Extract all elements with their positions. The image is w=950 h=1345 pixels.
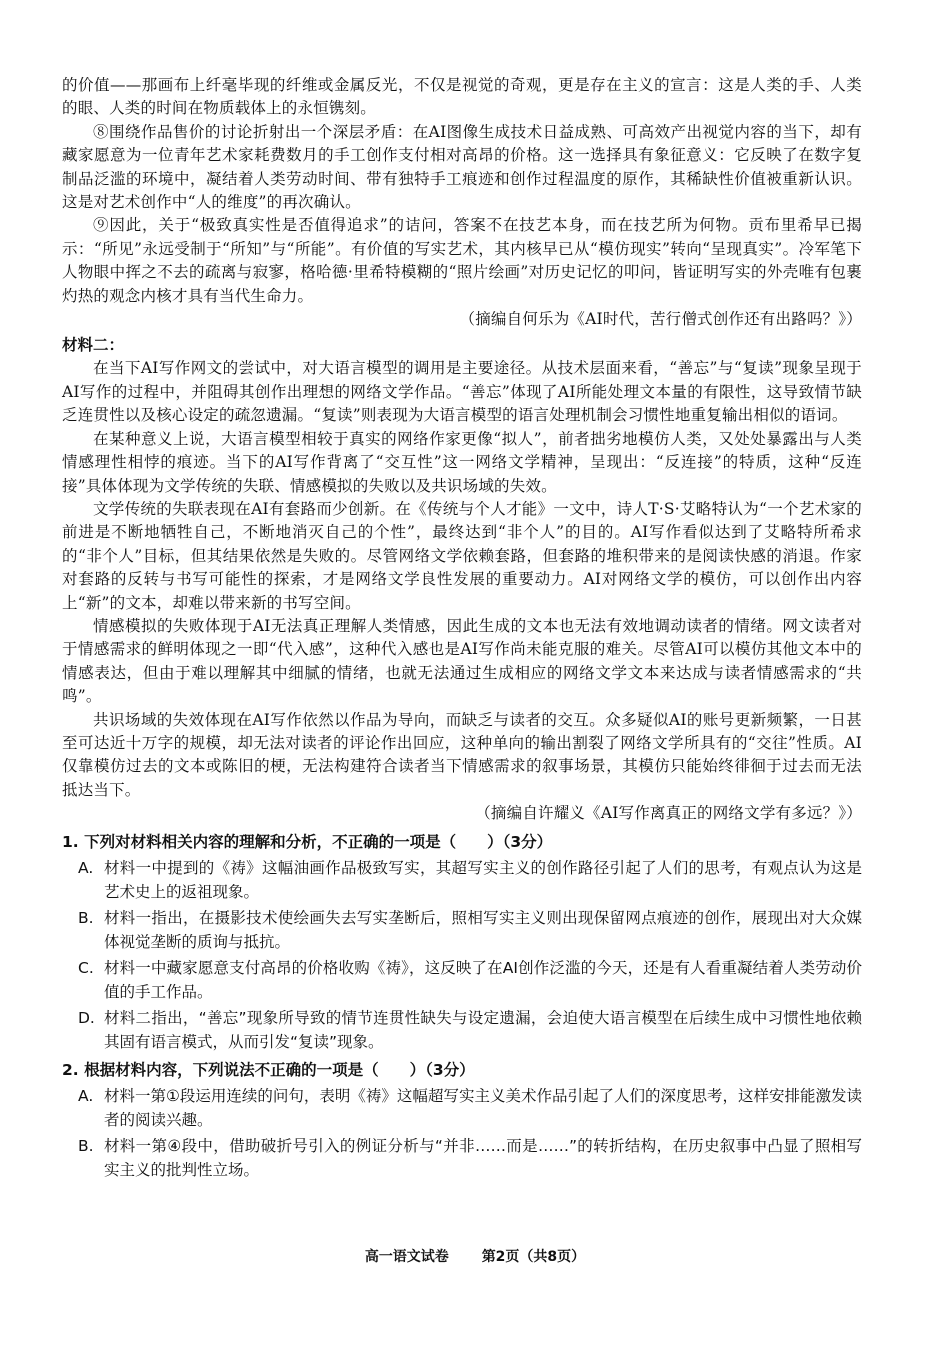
page-footer — [0, 1246, 950, 1266]
material1-source: （摘编自何乐为《AI时代，苦行僧式创作还有出路吗？》） — [459, 310, 862, 329]
material2-para-3: 文学传统的失联表现在AI有套路而少创新。在《传统与个人才能》一文中，诗人T·S·艾略特认为“一个艺术家的前进是不断地牺牲自己，不断地消灭自己的个性”，最终达到“非个人”的目的。AI写作看似达到了艾略特所希求的“非个人”目标，但其结果依然是失败的。尽管网络文学依赖套路，但套路的堆积带来的是阅读快感的消退。作家对套路的反转与书写可能性的探索，才是网络文学良性发展的重要动力。AI对网络文学的模仿，可以创作出内容上“新”的文本，却难以带来新的书写空间。 — [62, 499, 862, 612]
question-1-option-d — [78, 1006, 862, 1054]
material1-para-9: ⑨因此，关于“极致真实性是否值得追求”的诘问，答案不在技艺本身，而在技艺所为何物。贡布里希早已揭示：“所见”永远受制于“所知”与“所能”。有价值的写实艺术，其内核早已从“模仿现实”转向“呈现真实”。冷军笔下人物眼中挥之不去的疏离与寂寥，格哈德·里希特模糊的“照片绘画”对历史记忆的叩问，皆证明写实的外壳唯有包裹灼热的观念内核才具有当代生命力。 — [62, 216, 862, 305]
option-letter: C. — [78, 958, 94, 977]
material1-para-8: ⑧围绕作品售价的讨论折射出一个深层矛盾：在AI图像生成技术日益成熟、可高效产出视觉内容的当下，却有藏家愿意为一位青年艺术家耗费数月的手工创作支付相对高昂的价格。这一选择具有象征意义：它反映了在数字复制品泛滥的环境中，凝结着人类劳动时间、带有独特手工痕迹和创作过程温度的原作，其稀缺性价值被重新认识。这是对艺术创作中“人的维度”的再次确认。 — [62, 122, 862, 212]
option-letter: A. — [78, 858, 94, 877]
material2-title: 材料二： — [62, 336, 125, 355]
footer-page-number: 第2页（共8页） — [481, 1249, 586, 1265]
option-text: 材料一第①段运用连续的问句，表明《祷》这幅超写实主义美术作品引起了人们的深度思考，这样安排能激发读者的阅读兴趣。 — [104, 1086, 862, 1129]
option-letter: D. — [78, 1008, 95, 1027]
option-letter: B. — [78, 1136, 94, 1155]
question-1-stem: 1. 下列对材料相关内容的理解和分析，不正确的一项是（ ）（3分） — [62, 832, 553, 851]
question-2-option-a — [78, 1084, 862, 1132]
question-1-option-a — [78, 856, 862, 904]
option-text: 材料一指出，在摄影技术使绘画失去写实垄断后，照相写实主义则出现保留网点痕迹的创作，展现出对大众媒体视觉垄断的质询与抵抗。 — [104, 908, 862, 951]
option-text: 材料二指出，“善忘”现象所导致的情节连贯性缺失与设定遗漏，会迫使大语言模型在后续生成中习惯性地依赖其固有语言模式，从而引发“复读”现象。 — [104, 1008, 862, 1051]
material2-para-1: 在当下AI写作网文的尝试中，对大语言模型的调用是主要途径。从技术层面来看，“善忘”与“复读”现象呈现于AI写作的过程中，并阻碍其创作出理想的网络文学作品。“善忘”体现了AI所能处理文本量的有限性，这导致情节缺乏连贯性以及核心设定的疏忽遗漏。“复读”则表现为大语言模型的语言处理机制会习惯性地重复输出相似的语词。 — [62, 359, 862, 425]
option-letter: B. — [78, 908, 94, 927]
material2-para-2: 在某种意义上说，大语言模型相较于真实的网络作家更像“拟人”，前者拙劣地模仿人类，又处处暴露出与人类情感理性相悖的痕迹。当下的AI写作背离了“交互性”这一网络文学精神，呈现出：“反连接”的特质，这种“反连接”具体体现为文学传统的失联、情感模拟的失败以及共识场域的失效。 — [62, 429, 862, 495]
exam-page — [62, 74, 862, 1182]
option-text: 材料一中提到的《祷》这幅油画作品极致写实，其超写实主义的创作路径引起了人们的思考，有观点认为这是艺术史上的返祖现象。 — [104, 858, 862, 901]
question-2-option-b — [78, 1134, 862, 1182]
material2-para-5: 共识场域的失效体现在AI写作依然以作品为导向，而缺乏与读者的交互。众多疑似AI的账号更新频繁，一日甚至可达近十万字的规模，却无法对读者的评论作出回应，这种单向的输出割裂了网络文学所具有的“交往”性质。AI仅靠模仿过去的文本或陈旧的梗，无法构建符合读者当下情感需求的叙事场景，其模仿只能始终徘徊于过去而无法抵达当下。 — [62, 710, 862, 799]
question-2-stem: 2. 根据材料内容，下列说法不正确的一项是（ ）（3分） — [62, 1060, 475, 1079]
material1-para-7-tail: 的价值——那画布上纤毫毕现的纤维或金属反光，不仅是视觉的奇观，更是存在主义的宣言：这是人类的手、人类的眼、人类的时间在物质载体上的永恒镌刻。 — [62, 76, 862, 118]
question-1-option-b — [78, 906, 862, 954]
material2-para-4: 情感模拟的失败体现于AI无法真正理解人类情感，因此生成的文本也无法有效地调动读者的情绪。网文读者对于情感需求的鲜明体现之一即“代入感”，这种代入感也是AI写作尚未能克服的难关。尽管AI可以模仿其他文本中的情感表达，但由于难以理解其中细腻的情绪，也就无法通过生成相应的网络文学文本来达成与读者情感需求的“共鸣”。 — [62, 616, 862, 706]
option-text: 材料一中藏家愿意支付高昂的价格收购《祷》，这反映了在AI创作泛滥的今天，还是有人看重凝结着人类劳动价值的手工作品。 — [104, 958, 862, 1001]
question-1-option-c — [78, 956, 862, 1004]
option-text: 材料一第④段中，借助破折号引入的例证分析与“并非……而是……”的转折结构，在历史叙事中凸显了照相写实主义的批判性立场。 — [104, 1136, 862, 1179]
option-letter: A. — [78, 1086, 94, 1105]
material2-source: （摘编自许耀义《AI写作离真正的网络文学有多远？》） — [475, 804, 862, 823]
footer-exam-title: 高一语文试卷 — [364, 1249, 449, 1265]
